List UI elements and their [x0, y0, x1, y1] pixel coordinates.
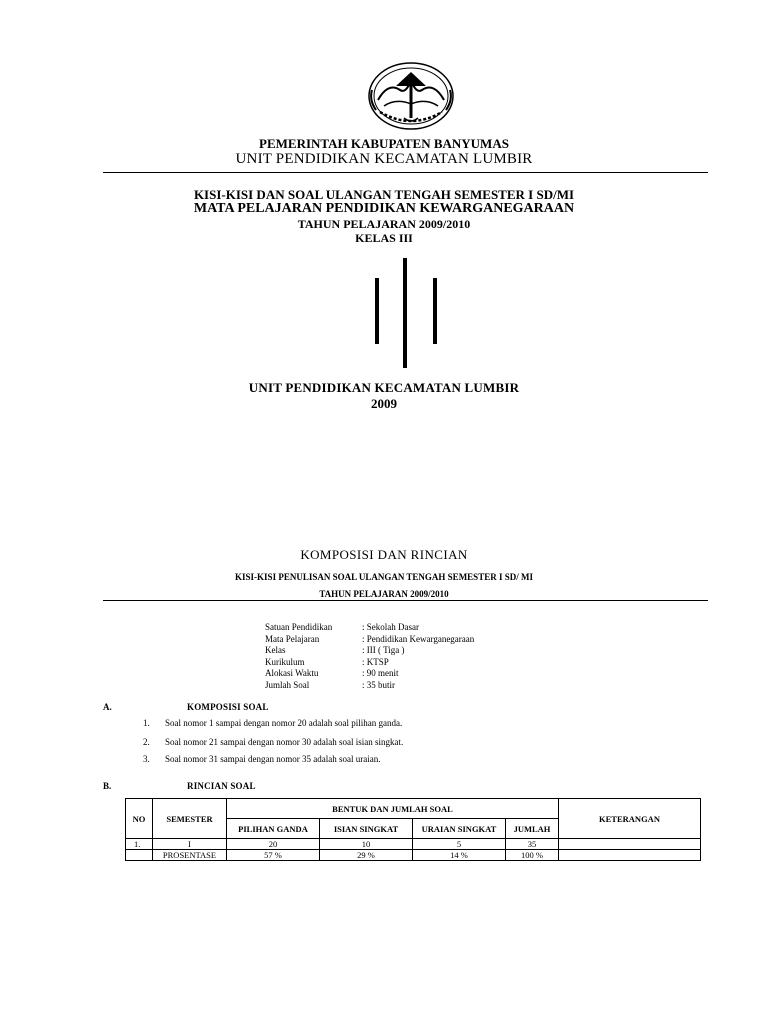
list-item: [143, 737, 403, 747]
cell-keterangan: [559, 839, 701, 850]
list-item-number: 3.: [143, 754, 150, 764]
info-value: : 90 menit: [362, 668, 399, 678]
cell-no: [126, 850, 153, 861]
info-row: [265, 634, 474, 646]
rincian-table: [125, 798, 701, 861]
decorative-bar-right: [433, 278, 437, 344]
info-label: Jumlah Soal: [265, 679, 310, 690]
cell-isian-singkat: 10: [320, 839, 413, 850]
komposisi-divider: [103, 600, 708, 601]
district-emblem-logo: [366, 60, 456, 140]
section-b-letter: B.: [103, 781, 112, 791]
info-row: [265, 645, 474, 657]
list-item: [143, 754, 380, 764]
cover-footer-year: 2009: [371, 396, 397, 411]
cell-keterangan: [559, 850, 701, 861]
header-uraian-singkat: URAIAN SINGKAT: [413, 819, 506, 839]
header-no: NO: [126, 799, 153, 839]
info-row: [265, 680, 474, 692]
list-item-number: 1.: [143, 718, 150, 728]
cell-pilihan-ganda: 57 %: [227, 850, 320, 861]
header-pilihan-ganda: PILIHAN GANDA: [227, 819, 320, 839]
info-label: Alokasi Waktu: [265, 668, 319, 678]
info-value: : KTSP: [362, 656, 389, 667]
info-row: [265, 622, 474, 634]
header-isian-singkat: ISIAN SINGKAT: [320, 819, 413, 839]
header-semester: SEMESTER: [153, 799, 227, 839]
cell-semester: PROSENTASE: [153, 850, 227, 861]
info-block: [265, 622, 474, 691]
unit-heading: UNIT PENDIDIKAN KECAMATAN LUMBIR: [235, 151, 533, 167]
cell-uraian-singkat: 14 %: [413, 850, 506, 861]
government-heading: PEMERINTAH KABUPATEN BANYUMAS: [259, 136, 509, 151]
cell-pilihan-ganda: 20: [227, 839, 320, 850]
cell-semester: I: [153, 839, 227, 850]
cover-footer-unit: UNIT PENDIDIKAN KECAMATAN LUMBIR: [248, 380, 520, 395]
table-row: [126, 850, 701, 861]
info-value: : Pendidikan Kewarganegaraan: [362, 633, 475, 644]
cell-uraian-singkat: 5: [413, 839, 506, 850]
header-jumlah: JUMLAH: [506, 819, 559, 839]
info-value: : 35 butir: [362, 679, 395, 690]
document-title-line-1: KISI-KISI DAN SOAL ULANGAN TENGAH SEMESTER I SD/MI: [193, 187, 575, 202]
section-b-title: RINCIAN SOAL: [187, 781, 256, 791]
komposisi-subtitle-1: KISI-KISI PENULISAN SOAL ULANGAN TENGAH SEMESTER I SD/ MI: [235, 572, 533, 582]
info-row: [265, 657, 474, 669]
list-item-text: Soal nomor 31 sampai dengan nomor 35 adalah soal uraian.: [165, 754, 381, 764]
document-title-line-2: MATA PELAJARAN PENDIDIKAN KEWARGANEGARAAN: [193, 201, 575, 216]
header-bentuk-jumlah: BENTUK DAN JUMLAH SOAL: [227, 799, 559, 819]
header-keterangan: KETERANGAN: [559, 799, 701, 839]
section-a-letter: A.: [103, 702, 112, 712]
cell-isian-singkat: 29 %: [320, 850, 413, 861]
komposisi-subtitle-2: TAHUN PELAJARAN 2009/2010: [319, 589, 449, 599]
info-label: Kelas: [265, 645, 286, 655]
decorative-bar-left: [375, 278, 379, 344]
list-item-text: Soal nomor 21 sampai dengan nomor 30 adalah soal isian singkat.: [165, 737, 404, 747]
document-title-line-3: TAHUN PELAJARAN 2009/2010: [297, 217, 471, 231]
info-label: Satuan Pendidikan: [265, 622, 333, 632]
list-item-text: Soal nomor 1 sampai dengan nomor 20 adalah soal pilihan ganda.: [165, 718, 403, 728]
info-label: Kurikulum: [265, 656, 305, 667]
info-label: Mata Pelajaran: [265, 633, 320, 644]
info-row: [265, 668, 474, 680]
cell-no: 1.: [126, 839, 153, 850]
decorative-bar-middle: [403, 258, 407, 368]
document-title-line-4: KELAS III: [355, 231, 413, 245]
section-a-title: KOMPOSISI SOAL: [187, 702, 269, 712]
info-value: : III ( Tiga ): [362, 645, 405, 655]
cell-jumlah: 35: [506, 839, 559, 850]
table-row: [126, 839, 701, 850]
info-value: : Sekolah Dasar: [362, 622, 419, 632]
list-item: [143, 718, 402, 728]
list-item-number: 2.: [143, 737, 150, 747]
komposisi-title: KOMPOSISI DAN RINCIAN: [300, 547, 468, 562]
header-divider: [103, 172, 708, 173]
cell-jumlah: 100 %: [506, 850, 559, 861]
